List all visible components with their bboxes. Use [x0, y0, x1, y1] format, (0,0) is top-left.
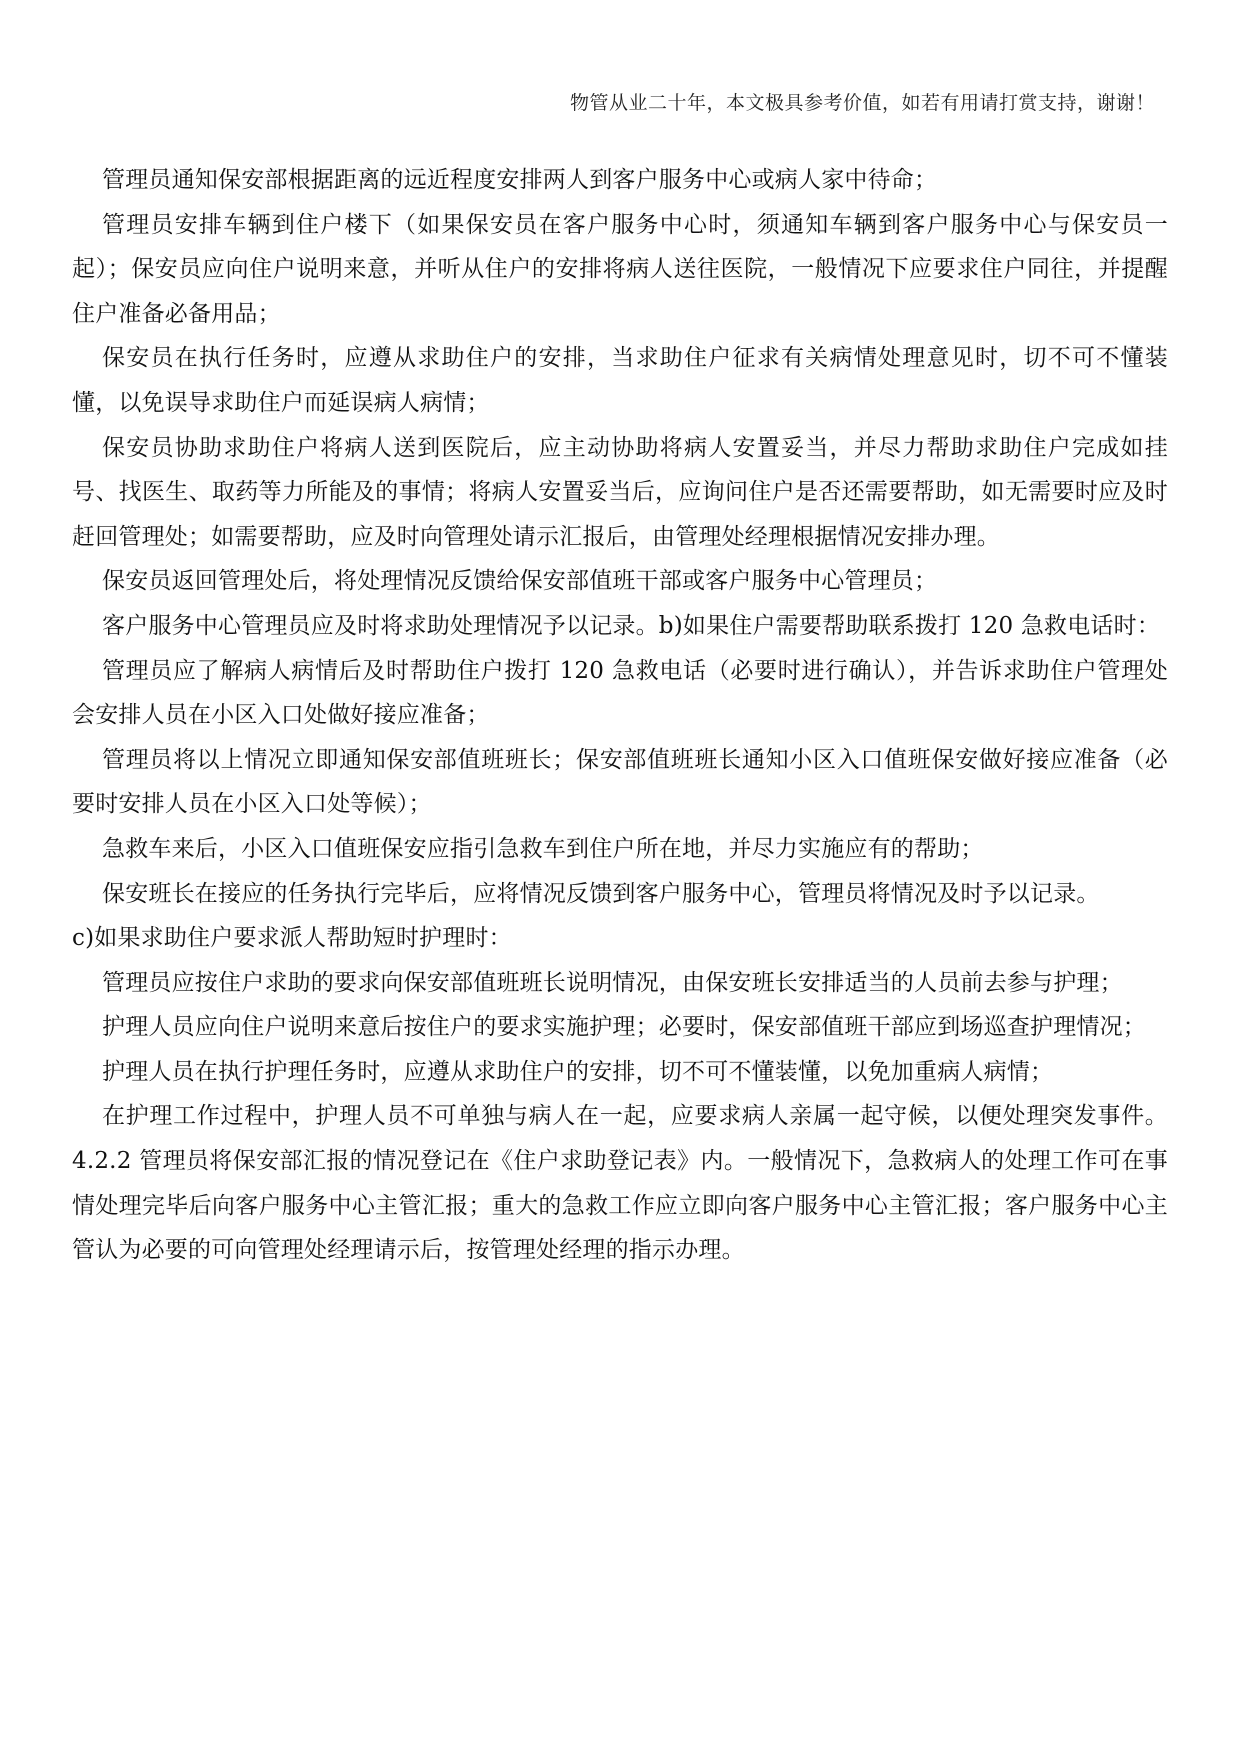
paragraph: 急救车来后，小区入口值班保安应指引急救车到住户所在地，并尽力实施应有的帮助；	[102, 835, 984, 862]
paragraph: 管理员将以上情况立即通知保安部值班班长；保安部值班班长通知小区入口值班保安做好接应准备（必要时安排人员在小区入口处等候）；	[72, 746, 1168, 818]
paragraph: 保安员协助求助住户将病人送到医院后，应主动协助将病人安置妥当，并尽力帮助求助住户完成如挂号、找医生、取药等力所能及的事情；将病人安置妥当后，应询问住户是否还需要帮助，如无需要时应及时赶回管理处；如需要帮助，应及时向管理处请示汇报后，由管理处经理根据情况安排办理。	[72, 434, 1168, 550]
paragraph: 客户服务中心管理员应及时将求助处理情况予以记录。b)如果住户需要帮助联系拨打 120 急救电话时：	[102, 612, 1161, 639]
header-note: 物管从业二十年，本文极具参考价值，如若有用请打赏支持，谢谢！	[569, 92, 1155, 114]
paragraph: 管理员通知保安部根据距离的远近程度安排两人到客户服务中心或病人家中待命；	[102, 167, 938, 193]
paragraph: 护理人员在执行护理任务时，应遵从求助住户的安排，切不可不懂装懂，以免加重病人病情；	[102, 1058, 1054, 1085]
paragraph: 管理员应按住户求助的要求向保安部值班班长说明情况，由保安班长安排适当的人员前去参与护理；	[102, 969, 1123, 996]
paragraph: 护理人员应向住户说明来意后按住户的要求实施护理；必要时，保安部值班干部应到场巡查护理情况；	[102, 1014, 1146, 1041]
paragraph: 在护理工作过程中，护理人员不可单独与病人在一起，应要求病人亲属一起守候，以便处理突发事件。4.2.2 管理员将保安部汇报的情况登记在《住户求助登记表》内。一般情况下，急救病人的处理工作可在事情处理完毕后向客户服务中心主管汇报；重大的急救工作应立即向客户服务中心主管汇报；客户服务中心主管认为必要的可向管理处经理请示后，按管理处经理的指示办理。	[72, 1103, 1168, 1264]
paragraph: 保安班长在接应的任务执行完毕后，应将情况反馈到客户服务中心，管理员将情况及时予以记录。	[102, 880, 1100, 907]
paragraph: 管理员应了解病人病情后及时帮助住户拨打 120 急救电话（必要时进行确认），并告诉求助住户管理处会安排人员在小区入口处做好接应准备；	[72, 657, 1168, 729]
paragraph: 保安员返回管理处后，将处理情况反馈给保安部值班干部或客户服务中心管理员；	[102, 568, 938, 595]
paragraph: 管理员安排车辆到住户楼下（如果保安员在客户服务中心时，须通知车辆到客户服务中心与保安员一起）；保安员应向住户说明来意，并听从住户的安排将病人送往医院，一般情况下应要求住户同往，并提醒住户准备必备用品；	[72, 211, 1168, 327]
paragraph: 保安员在执行任务时，应遵从求助住户的安排，当求助住户征求有关病情处理意见时，切不可不懂装懂，以免误导求助住户而延误病人病情；	[72, 345, 1168, 416]
document-body	[72, 158, 1168, 1273]
paragraph: c)如果求助住户要求派人帮助短时护理时：	[72, 925, 512, 952]
